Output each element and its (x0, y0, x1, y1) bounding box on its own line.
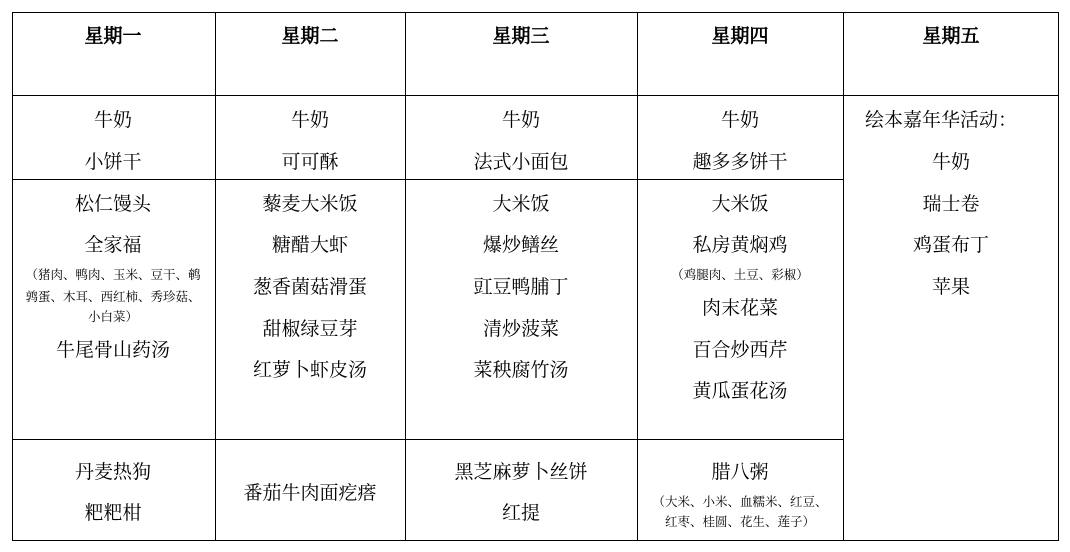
row-divider-lunch (12, 439, 844, 440)
thu-lunch-note: （鸡腿肉、土豆、彩椒） (671, 267, 809, 282)
thu-lunch-5: 黄瓜蛋花汤 (692, 380, 788, 402)
thu-lunch-3: 肉末花菜 (701, 297, 779, 319)
thu-pm-snack-note-2: 红枣、桂圆、花生、莲子） (664, 514, 816, 529)
tue-lunch-2: 糖醋大虾 (271, 234, 349, 256)
header-friday: 星期五 (922, 25, 980, 47)
wed-lunch-1: 大米饭 (492, 193, 550, 215)
tue-lunch-4: 甜椒绿豆芽 (262, 318, 358, 340)
wed-lunch-4: 清炒菠菜 (482, 318, 560, 340)
header-monday: 星期一 (84, 25, 142, 47)
table-border-bottom (12, 540, 1059, 541)
tue-pm-snack-1: 番茄牛肉面疙瘩 (243, 482, 377, 504)
mon-lunch-note-2: 鹑蛋、木耳、西红柿、秀珍菇、 (25, 289, 201, 304)
row-divider-header (12, 95, 1059, 96)
wed-lunch-2: 爆炒鳝丝 (482, 234, 560, 256)
mon-pm-snack-1: 丹麦热狗 (74, 461, 152, 483)
wed-pm-snack-2: 红提 (501, 502, 541, 524)
mon-snack-1: 牛奶 (93, 109, 133, 131)
tue-snack-2: 可可酥 (281, 151, 339, 173)
mon-lunch-2: 全家福 (84, 234, 142, 256)
thu-lunch-4: 百合炒西芹 (692, 339, 788, 361)
thu-lunch-1: 大米饭 (711, 193, 769, 215)
header-tuesday: 星期二 (281, 25, 339, 47)
col-divider-4 (843, 12, 844, 541)
fri-item-4: 苹果 (931, 276, 971, 298)
mon-lunch-1: 松仁馒头 (74, 193, 152, 215)
fri-item-2: 瑞士卷 (922, 193, 980, 215)
mon-lunch-3: 牛尾骨山药汤 (55, 339, 171, 361)
mon-lunch-note-3: 小白菜） (87, 309, 139, 324)
col-divider-3 (637, 12, 638, 541)
wed-snack-1: 牛奶 (501, 109, 541, 131)
thu-snack-2: 趣多多饼干 (692, 151, 788, 173)
mon-pm-snack-2: 粑粑柑 (84, 502, 142, 524)
fri-item-1: 牛奶 (931, 151, 971, 173)
tue-lunch-5: 红萝卜虾皮汤 (252, 359, 368, 381)
tue-lunch-3: 葱香菌菇滑蛋 (252, 276, 368, 298)
thu-pm-snack-note-1: （大米、小米、血糯米、红豆、 (652, 494, 828, 509)
col-divider-2 (405, 12, 406, 541)
fri-item-3: 鸡蛋布丁 (912, 234, 990, 256)
thu-snack-1: 牛奶 (720, 109, 760, 131)
wed-snack-2: 法式小面包 (473, 151, 569, 173)
table-border-top (12, 12, 1059, 13)
wed-pm-snack-1: 黑芝麻萝卜丝饼 (454, 461, 588, 483)
tue-lunch-1: 藜麦大米饭 (262, 193, 358, 215)
col-divider-1 (215, 12, 216, 541)
table-border-left (12, 12, 13, 541)
fri-activity-title: 绘本嘉年华活动： (865, 109, 1018, 131)
thu-pm-snack-1: 腊八粥 (711, 461, 769, 483)
table-border-right (1058, 12, 1059, 541)
header-wednesday: 星期三 (492, 25, 550, 47)
header-thursday: 星期四 (711, 25, 769, 47)
wed-lunch-5: 菜秧腐竹汤 (473, 359, 569, 381)
mon-lunch-note-1: （猪肉、鸭肉、玉米、豆干、鹌 (25, 267, 201, 282)
row-divider-snack (12, 179, 844, 180)
thu-lunch-2: 私房黄焖鸡 (692, 234, 788, 256)
mon-snack-2: 小饼干 (84, 151, 142, 173)
wed-lunch-3: 豇豆鸭脯丁 (473, 276, 569, 298)
tue-snack-1: 牛奶 (290, 109, 330, 131)
